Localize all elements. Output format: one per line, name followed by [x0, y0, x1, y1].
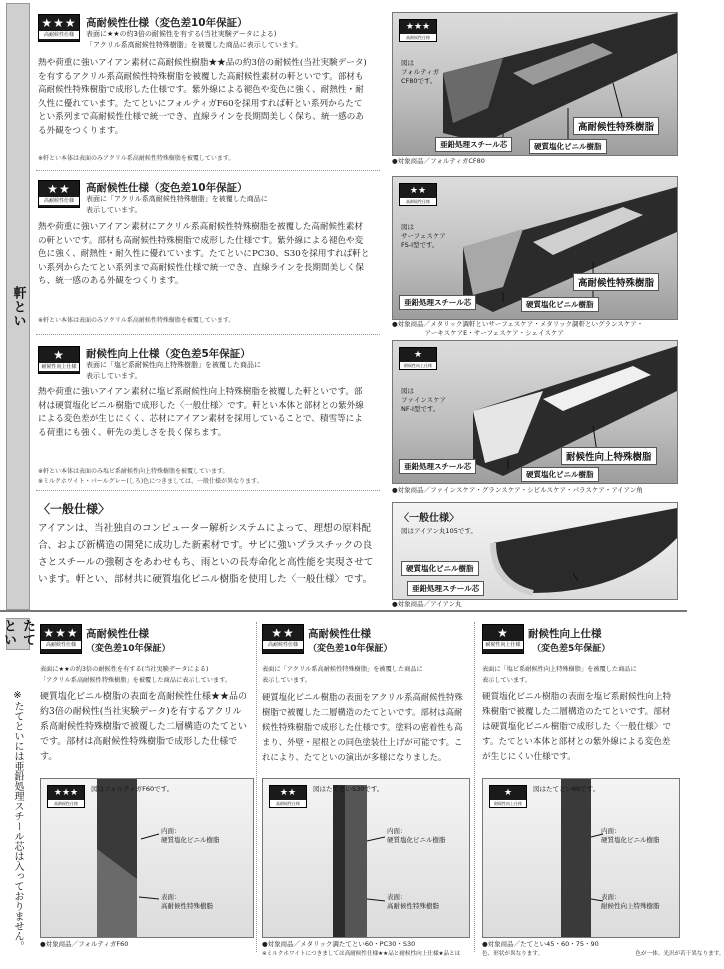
grade3-photo: [392, 12, 678, 156]
grade2-line2: 表示しています。: [86, 206, 142, 214]
grade2-label-pvc: 硬質塩化ビニル樹脂: [521, 297, 599, 312]
grade3-photo-stars: ★★★: [405, 22, 431, 32]
ds2-title2: （変色差10年保証）: [308, 644, 393, 654]
ds3-photo-stars: ★: [503, 788, 513, 798]
grade2-badge-sub: 高耐候性仕様: [39, 197, 79, 205]
downspout-side-note: [10, 690, 28, 960]
ds1-inner: 内面： 硬質塩化ビニル樹脂: [161, 827, 220, 844]
grade3-stars: ★★★: [41, 16, 77, 30]
ds2-line1: 表面に「アクリル系高耐候性特殊樹脂」を被覆した商品に: [262, 666, 423, 673]
general-photo: [392, 502, 678, 600]
grade3-label-resin: 高耐候性特殊樹脂: [573, 117, 659, 135]
ds1-outer: 表面： 高耐候性特殊樹脂: [161, 893, 213, 910]
ds2-outer: 表面： 高耐候性特殊樹脂: [387, 893, 439, 910]
grade2-badge: [38, 180, 80, 208]
grade2-label-resin: 高耐候性特殊樹脂: [573, 273, 659, 291]
grade1-footnote1: ※軒とい本体は表面のみ塩ビ系耐候性向上特殊樹脂を被覆しています。: [38, 468, 229, 475]
ds1-title2: （変色差10年保証）: [86, 644, 171, 654]
ds1-title1: 高耐候性仕様: [86, 628, 149, 640]
ds2-photo-badge: [269, 785, 307, 808]
ds2-stars: ★★: [271, 626, 295, 640]
general-photo-title: 〈一般仕様〉: [399, 513, 459, 524]
section-divider: [0, 610, 687, 612]
ds3-line2: 表示しています。: [482, 677, 532, 684]
ds3-product: ●対象商品／たてとい45・60・75・90: [482, 940, 599, 948]
grade2-photo: [392, 176, 678, 320]
ds3-inner: 内面： 硬質塩化ビニル樹脂: [601, 827, 660, 844]
eaves-tab: [6, 3, 30, 610]
col-divider-1: [256, 622, 257, 952]
grade1-footnote2: ※ミルクホワイト・パールグレー(しろ)色につきましては、一般仕様が異なります。: [38, 478, 263, 485]
grade1-photo-badge: [399, 347, 437, 370]
grade3-title: 高耐候性仕様（変色差10年保証）: [86, 17, 248, 29]
ds1-photo-note: 図はフォルティガF60です。: [91, 785, 174, 793]
general-photo-note: 図はアイアン丸105です。: [401, 527, 477, 535]
ds3-stars: ★: [497, 626, 509, 640]
grade2-line1: 表面に「アクリル系高耐候性特殊樹脂」を被覆した商品に: [86, 195, 268, 203]
general-title: 〈一般仕様〉: [38, 502, 111, 516]
general-body: アイアンは、当社独自のコンピューター解析システムによって、理想の原料配合、および新構造の開発に成功した新素材です。サビに強いプラスチックの良さとスチールの強靭さをあわせもち、雨といの長寿命化と高性能を実現させています。軒とい、部材共に硬質塩化ビニル樹脂を使用した〈一般仕様〉です。: [38, 523, 374, 585]
ds2-photo: [262, 778, 470, 938]
grade1-label-steel: 亜鉛処理スチール芯: [399, 459, 476, 474]
grade2-photo-note: 図は サーフェスケア FS-Ⅰ型です。: [401, 223, 446, 249]
grade2-photo-badge-sub: 高耐候性仕様: [400, 198, 436, 205]
ds1-photo-badge-sub: 高耐候性仕様: [48, 800, 84, 807]
ds2-title1: 高耐候性仕様: [308, 628, 371, 640]
grade1-photo-badge-sub: 耐候性向上仕様: [400, 362, 436, 369]
grade2-photo-stars: ★★: [409, 186, 427, 196]
ds2-badge: [262, 624, 304, 654]
ds1-badge-sub: 高耐候性仕様: [41, 641, 81, 649]
grade1-badge: [38, 346, 80, 374]
ds3-badge-sub: 耐候性向上仕様: [483, 641, 523, 649]
grade1-stars: ★: [53, 348, 65, 362]
grade2-footnote: ※軒とい本体は表面のみアクリル系高耐候性特殊樹脂を被覆しています。: [38, 317, 235, 324]
ds2-line2: 表示しています。: [262, 677, 312, 684]
grade3-photo-badge: [399, 19, 437, 42]
ds3-photo-note: 図はたてとい60です。: [533, 785, 600, 793]
grade3-photo-note: 図は フォルティガ CF80です。: [401, 59, 440, 85]
ds1-badge: [40, 624, 82, 654]
grade1-title: 耐候性向上仕様（変色差5年保証）: [86, 348, 251, 360]
ds2-badge-sub: 高耐候性仕様: [263, 641, 303, 649]
ds1-line2: 「アクリル系高耐候性特殊樹脂」を被覆した商品に表示しています。: [40, 677, 232, 684]
ds3-badge: [482, 624, 524, 654]
ds3-title2: （変色差5年保証）: [532, 644, 611, 654]
grade2-photo-badge: [399, 183, 437, 206]
ds2-body: 硬質塩化ビニル樹脂の表面をアクリル系高耐候性特殊樹脂で被覆した二層構造のたてといです。部材は高耐候性特殊樹脂で成形した仕様です。塗料の密着性も高まり、外壁・屋根との同色塗装仕上げが可能です。これにより、たてといの演出が多様になりました。: [262, 692, 463, 762]
ds3-line1: 表面に「塩ビ系耐候性向上特殊樹脂」を被覆した商品に: [482, 666, 637, 673]
ds3-photo: [482, 778, 680, 938]
ds1-photo: [40, 778, 254, 938]
col-divider-2: [474, 622, 475, 952]
ds3-title1: 耐候性向上仕様: [528, 628, 602, 640]
grade3-label-steel: 亜鉛処理スチール芯: [435, 137, 512, 152]
grade1-body: 熱や荷重に強いアイアン素材に塩ビ系耐候性向上特殊樹脂を被覆した軒といです。部材は硬質塩化ビニル樹脂で成形した〈一般仕様〉です。軒とい本体と部材との紫外線による変色差が生じにくく、芯材にアイアン素材を採用していることで、積雪等による荷重にも強く、軒先の美しさを長く保ちます。: [38, 387, 364, 438]
grade1-photo-stars: ★: [413, 350, 423, 360]
general-product: ●対象商品／アイアン丸: [392, 600, 462, 608]
divider-3: [36, 490, 380, 491]
grade1-product: ●対象商品／ファインスケア・グランスケア・シビルスケア・パラスケア・アイアン角: [392, 486, 643, 494]
grade1-photo-note: 図は ファインスケア NF-Ⅰ型です。: [401, 387, 447, 413]
ds3-body: 硬質塩化ビニル樹脂の表面を塩ビ系耐候性向上特殊樹脂で被覆した二層構造のたてといです。部材は硬質塩化ビニル樹脂で成形した〈一般仕様〉です。たてとい本体と部材との紫外線による変色差が生じにくい仕様です。: [482, 692, 672, 762]
grade1-label-resin: 耐候性向上特殊樹脂: [561, 447, 657, 465]
grade2-label-steel: 亜鉛処理スチール芯: [399, 295, 476, 310]
ds1-photo-stars: ★★★: [53, 788, 79, 798]
ds3-photo-badge-sub: 耐候性向上仕様: [490, 800, 526, 807]
divider-2: [36, 334, 380, 335]
downspout-tab: [1, 618, 35, 650]
ds2-product-note: ※ミルクホワイトにつきましては高耐候性仕様★★品と耐候性向上仕様★品とは: [262, 951, 461, 957]
downspout-tab-label: たてとい: [1, 619, 35, 647]
grade3-badge-sub: 高耐候性仕様: [39, 31, 79, 39]
downspout-side-note-text: ※たてといには亜鉛処理スチール芯は入っておりません。: [12, 690, 23, 951]
grade1-line2: 表示しています。: [86, 372, 142, 380]
ds2-photo-badge-sub: 高耐候性仕様: [270, 800, 306, 807]
grade3-label-pvc: 硬質塩化ビニル樹脂: [529, 139, 607, 154]
grade3-line2: 「アクリル系高耐候性特殊樹脂」を被覆した商品に表示しています。: [86, 41, 303, 49]
ds1-photo-badge: [47, 785, 85, 808]
grade1-label-pvc: 硬質塩化ビニル樹脂: [521, 467, 599, 482]
divider-1: [36, 170, 380, 171]
grade1-line1: 表面に「塩ビ系耐候性向上特殊樹脂」を被覆した商品に: [86, 361, 261, 369]
grade1-badge-sub: 耐候性向上仕様: [39, 363, 79, 371]
grade2-stars: ★★: [47, 182, 71, 196]
ds3-photo-badge: [489, 785, 527, 808]
general-label-pvc: 硬質塩化ビニル樹脂: [401, 561, 479, 576]
ds2-photo-stars: ★★: [279, 788, 297, 798]
ds1-body: 硬質塩化ビニル樹脂の表面を高耐候性仕様★★品の約3倍の耐候性(当社実験データ)を有するアクリル系高耐候性特殊樹脂で被覆した二層構造のたてといです。部材は高耐候性特殊樹脂で成形した仕様です。: [40, 692, 248, 762]
ds1-line1: 表面に★★の約3倍の耐候性を有する(当社実験データによる): [40, 666, 209, 673]
grade2-title: 高耐候性仕様（変色差10年保証）: [86, 182, 248, 194]
general-label-steel: 亜鉛処理スチール芯: [407, 581, 484, 596]
ds3-product-note: 色、形状が異なります。 色が一体、光沢が若干異なります。: [482, 951, 724, 957]
ds1-stars: ★★★: [43, 626, 79, 640]
eaves-tab-label: 軒とい: [10, 285, 26, 328]
grade3-footnote: ※軒とい本体は表面のみアクリル系高耐候性特殊樹脂を被覆しています。: [38, 155, 235, 162]
grade2-body: 熱や荷重に強いアイアン素材にアクリル系高耐候性特殊樹脂を被覆した高耐候性素材の軒といです。部材も高耐候性特殊樹脂で成形した仕様です。紫外線による褪色や変色に強く、耐熱性・耐久性に優れています。たてといにPC30、S30を採用すれば軒とい系列からたてとい系列まで高耐候性仕様で統一でき、直線ラインを長期間美しく保ち、統一感のある外観をつくります。: [38, 222, 370, 286]
grade3-body: 熱や荷重に強いアイアン素材に高耐候性樹脂★★品の約3倍の耐候性(当社実験データ)を有するアクリル系高耐候性特殊樹脂を被覆した高耐候性素材の軒といです。部材も高耐候性特殊樹脂で成形した仕様です。紫外線による褪色や変色に強く、耐熱性・耐久性に優れています。たてといにフォルティガF60を採用すれば軒とい系列からたてとい系列まで高耐候性仕様で統一でき、直線ラインを長期間美しく保ち、統一感のある外観をつくります。: [38, 58, 367, 136]
ds3-outer: 表面： 耐候性向上特殊樹脂: [601, 893, 660, 910]
ds2-product: ●対象商品／メタリック調たてとい60・PC30・S30: [262, 940, 416, 948]
grade3-photo-badge-sub: 高耐候性仕様: [400, 34, 436, 41]
ds2-inner: 内面： 硬質塩化ビニル樹脂: [387, 827, 446, 844]
ds1-product: ●対象商品／フォルティガF60: [40, 940, 129, 948]
grade1-photo: [392, 340, 678, 484]
ds2-photo-note: 図はたてといS30です。: [313, 785, 384, 793]
grade2-product: ●対象商品／メタリック調軒といサーフェスケア・メタリック調軒といグランスケア・ アーキスケアE・サーフェスケア・シェイスケア: [392, 320, 644, 337]
grade3-line1: 表面に★★の約3倍の耐候性を有する(当社実験データによる): [86, 30, 277, 38]
grade3-badge: [38, 14, 80, 42]
grade3-product: ●対象商品／フォルティガCF80: [392, 157, 485, 165]
